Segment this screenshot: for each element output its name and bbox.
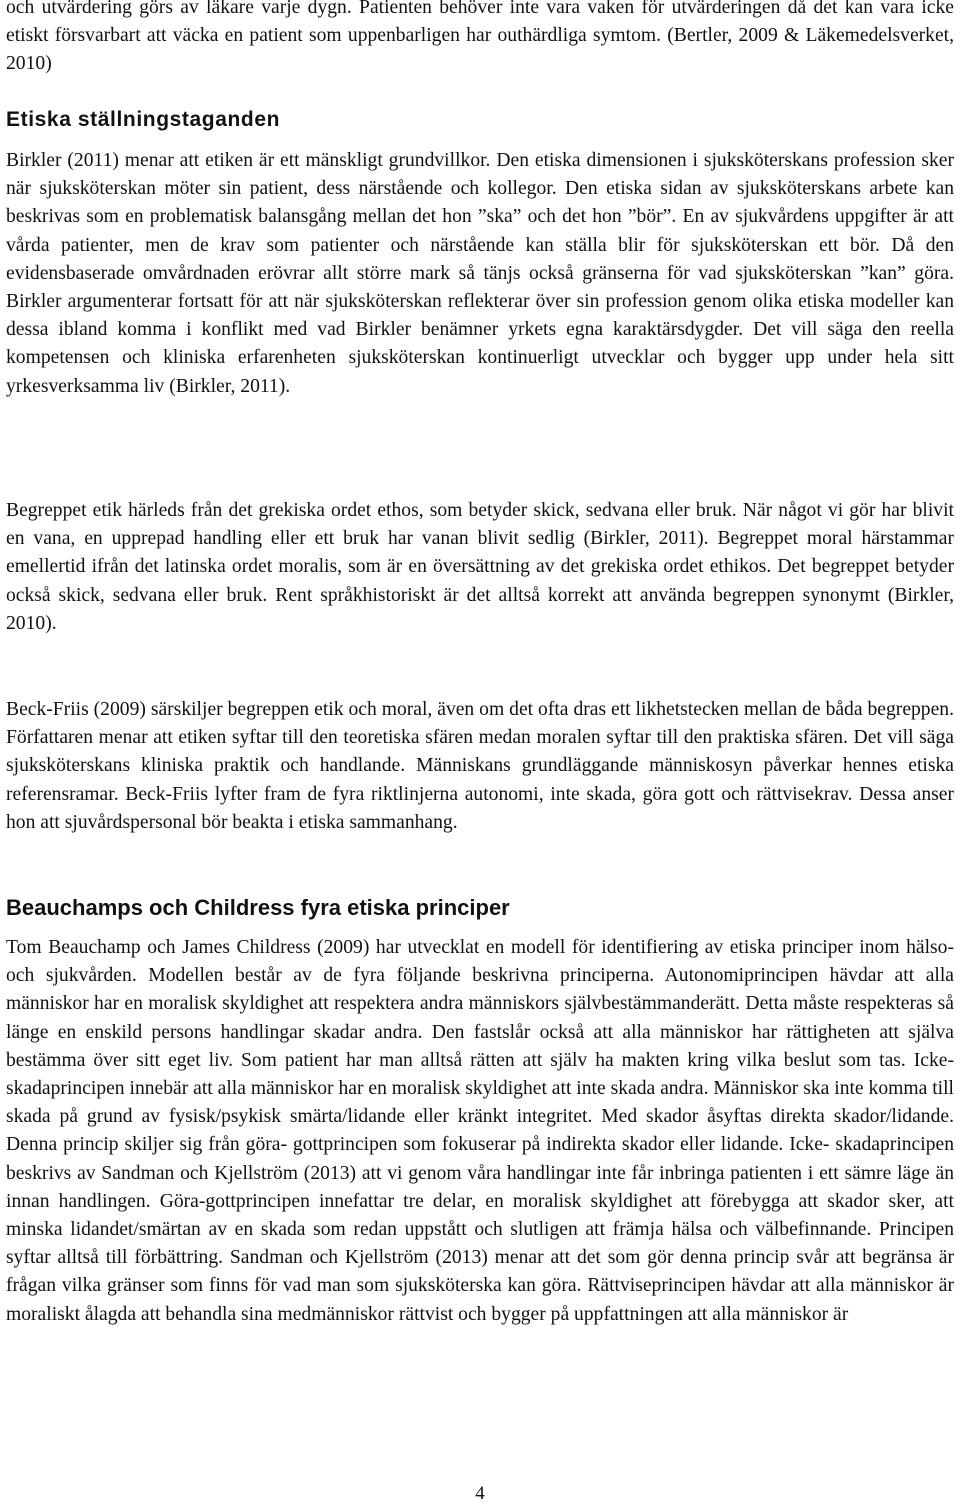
paragraph-beauchamps: Tom Beauchamp och James Childress (2009) har utvecklat en modell för identifiering av etiska principer inom hälso- och sjukvården. Modellen består av de fyra följande beskrivna principerna. Autonomiprincipen hävdar att alla människor har en moralisk skyldighet att respektera andra människors självbestämmanderätt. Detta måste respekteras så länge en enskild persons handlingar skadar andra. Den fastslår också att alla människor har rättigheten att själva bestämma över sitt eget liv. Som patient har man alltså rätten att själv ha makten kring vilka beslut som tas. Icke- skadaprincipen innebär att alla människor har en moralisk skyldighet att inte skada andra. Människor ska inte komma till skada på grund av fysisk/psykisk smärta/lidande eller kränkt integritet. Med skador åsyftas direkta skador/lidande. Denna princip skiljer sig från göra- gottprincipen som fokuserar på indirekta skador eller lidande. Icke- skadaprincipen beskrivs av Sandman och Kjellström (2013) att vi genom våra handlingar inte får inbringa patienten i ett sämre läge än innan handlingen. Göra-gottprincipen innefattar tre delar, en moralisk skyldighet att förebygga att skador sker, att minska lidandet/smärtan av en skada som redan uppstått och slutligen att främja hälsa och välbefinnande. Principen syftar alltså till förbättring. Sandman och Kjellström (2013) menar att det som gör denna princip svår att begränsa är frågan vilka gränser som finns för vad man som sjuksköterska kan göra. Rättviseprincipen hävdar att alla människor är moraliskt ålagda att behandla sina medmänniskor rättvist och bygger på uppfattningen att alla människor är bbox=[6, 937, 954, 1325]
section-heading-beauchamps: Beauchamps och Childress fyra etiska principer bbox=[6, 895, 510, 920]
paragraph-beck-friis: Beck-Friis (2009) särskiljer begreppen etik och moral, även om det ofta dras ett likhetstecken mellan de båda begreppen. Författaren menar att etiken syftar till den teoretiska sfären medan moralen syftar till den praktiska sfären. Det vill säga sjuksköterskans kliniska praktik och handlande. Människans grundläggande människosyn påverkar hennes etiska referensramar. Beck-Friis lyfter fram de fyra riktlinjerna autonomi, inte skada, göra gott och rättvisekrav. Dessa anser hon att sjuvårdspersonal bör beakta i etiska sammanhang. bbox=[6, 699, 954, 833]
intro-paragraph: och utvärdering görs av läkare varje dygn. Patienten behöver inte vara vaken för utvärderingen då det kan vara icke etiskt försvarbart att väcka en patient som uppenbarligen har outhärdliga symtom. (Bertler, 2009 & Läkemedelsverket, 2010) bbox=[6, 0, 954, 75]
paragraph-begreppet-etik: Begreppet etik härleds från det grekiska ordet ethos, som betyder skick, sedvana eller bruk. När något vi gör har blivit en vana, en upprepad handling eller ett bruk har vanan blivit sedlig (Birkler, 2011). Begreppet moral härstammar emellertid ifrån det latinska ordet moralis, som är en översättning av det grekiska ordet ethikos. Det begreppet betyder också skick, sedvana eller bruk. Rent språkhistoriskt är det alltså korrekt att använda begreppen synonymt (Birkler, 2010). bbox=[6, 500, 954, 634]
paragraph-birkler: Birkler (2011) menar att etiken är ett mänskligt grundvillkor. Den etiska dimensionen i sjuksköterskans profession sker när sjuksköterskan möter sin patient, dess närstående och kollegor. Den etiska sidan av sjuksköterskans arbete kan beskrivas som en problematisk balansgång mellan det hon ”ska” och det hon ”bör”. En av sjukvårdens uppgifter är att vårda patienter, men de krav som patienter och närstående kan ställa blir för sjuksköterskan ett bör. Då den evidensbaserade omvårdnaden erövrar allt större mark så tänjs också gränserna för vad sjuksköterskan ”kan” göra. Birkler argumenterar fortsatt för att när sjuksköterskan reflekterar över sin profession genom olika etiska modeller kan dessa ibland komma i konflikt med vad Birkler benämner yrkets egna karaktärsdygder. Det vill säga den reella kompetensen och kliniska erfarenheten sjuksköterskan kontinuerligt utvecklar och bygger upp under hela sitt yrkesverksamma liv (Birkler, 2011). bbox=[6, 150, 954, 397]
page-number: 4 bbox=[475, 1483, 485, 1504]
section-heading-etiska: Etiska ställningstaganden bbox=[6, 108, 281, 131]
